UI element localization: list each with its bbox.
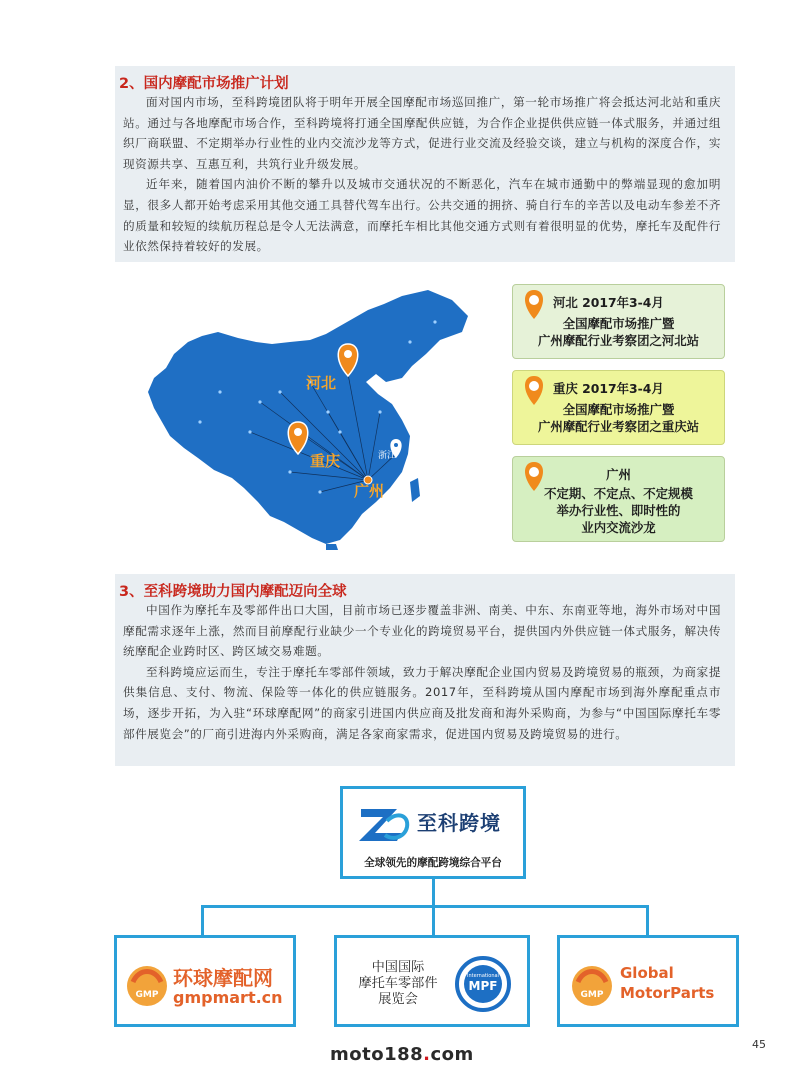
gmp-badge-text: GMP <box>135 990 159 1000</box>
paragraph: 至科跨境应运而生，专注于摩托车零部件领域，致力于解决摩配企业国内贸易及跨境贸易的瓶颈，为商家提供集信息、支付、物流、保险等一体化的供应链服务。2017年，至科跨境从国内摩配市场到海外摩配重点市场，逐步开拓，为入驻“环球摩配网”的商家引进国内供应商及批发商和海外采购商，为参与“中国国际摩托车零部件展览会”的厂商引进海内外采购商，满足各家商家需求，促进国内贸易及跨境贸易的进行。 <box>123 664 721 741</box>
connector-vertical-main <box>432 879 435 906</box>
card-header: 广州 <box>606 467 631 482</box>
hainan-island <box>326 544 338 550</box>
gmp-logo-icon <box>568 960 616 1010</box>
watermark-dot: . <box>423 1044 431 1065</box>
org-globalmotorparts-box <box>557 935 739 1027</box>
china-land-shape <box>148 290 468 544</box>
card-body <box>513 401 724 435</box>
card-line: 不定期、不定点、不定规模 <box>544 486 693 501</box>
card-line: 举办行业性、即时性的 <box>556 503 681 518</box>
watermark-main: moto188 <box>330 1044 424 1065</box>
china-map <box>140 282 495 550</box>
section-global-expansion <box>115 574 735 766</box>
card-line: 广州摩配行业考察团之河北站 <box>537 333 700 348</box>
card-header: 河北 2017年3-4月 <box>553 295 664 310</box>
connector-right <box>646 905 649 935</box>
section-market-promotion <box>115 66 735 262</box>
mpf-badge-main: MPF <box>468 979 498 993</box>
gmp-logo-icon <box>123 960 171 1010</box>
event-card-chongqing <box>512 370 725 445</box>
card-line: 广州摩配行业考察团之重庆站 <box>537 419 700 434</box>
card-line: 全国摩配市场推广暨 <box>562 316 675 331</box>
zhike-logo-icon <box>357 803 411 847</box>
mpf-badge-top: International <box>467 973 499 979</box>
org-top-zhike-box <box>340 786 526 879</box>
zhike-slogan: 全球领先的摩配跨境综合平台 <box>364 857 502 869</box>
global-line2: MotorParts <box>620 984 715 1002</box>
mpf-line: 中国国际 <box>371 960 425 975</box>
china-map-svg <box>140 282 495 550</box>
paragraph: 面对国内市场，至科跨境团队将于明年开展全国摩配市场巡回推广，第一轮市场推广将会抵达河北站和重庆站。通过与各地摩配市场合作，至科跨境将打通全国摩配供应链，为合作企业提供供应链一体式服务，并通过组织厂商联盟、不定期举办行业性的业内交流沙龙等方式，促进行业交流及经验交谈，建立与机构的深度合作，实现资源共享、互惠互利，共筑行业升级发展。 <box>123 95 721 171</box>
org-gmpmart-box <box>114 935 296 1027</box>
gmp-badge-text: GMP <box>580 990 604 1000</box>
site-watermark <box>330 1044 474 1065</box>
global-line1: Global <box>620 964 674 982</box>
mpf-line: 摩托车零部件 <box>358 976 438 991</box>
paragraph: 中国作为摩托车及零部件出口大国，目前市场已逐步覆盖非洲、南美、中东、东南亚等地，海外市场对中国摩配需求逐年上涨，然而目前摩配行业缺少一个专业化的跨境贸易平台，提供国内外供应链一体式服务，解决传统摩配企业跨时区、跨区域交易难题。 <box>123 603 721 659</box>
card-body <box>513 315 724 349</box>
zhike-brand: 至科跨境 <box>417 811 501 835</box>
card-line: 全国摩配市场推广暨 <box>562 402 675 417</box>
watermark-tld: com <box>430 1044 474 1065</box>
gmp-name-cn: 环球摩配网 <box>173 966 273 990</box>
card-line: 业内交流沙龙 <box>581 520 656 535</box>
mpf-logo-icon <box>455 956 511 1012</box>
connector-horizontal <box>201 905 649 908</box>
mpf-title <box>343 960 453 1008</box>
event-card-hebei <box>512 284 725 359</box>
section-title: 2、国内摩配市场推广计划 <box>119 76 289 92</box>
paragraph: 近年来，随着国内油价不断的攀升以及城市交通状况的不断恶化，汽车在城市通勤中的弊端显现的愈加明显，很多人都开始考虑采用其他交通工具替代驾车出行。公共交通的拥挤、骑自行车的辛苦以及电动车参差不齐的质量和较短的续航历程总是令人无法满意，而摩托车相比其他交通方式则有着很明显的优势，摩托车及配件行业依然保持着较好的发展。 <box>123 177 721 254</box>
taiwan-island <box>410 478 420 502</box>
gmp-url: gmpmart.cn <box>173 988 283 1007</box>
org-mpf-box <box>334 935 530 1027</box>
map-label-guangzhou: 广州 <box>354 482 385 500</box>
card-body <box>513 485 724 536</box>
page-number: 45 <box>752 1038 766 1051</box>
connector-left <box>201 905 204 935</box>
card-header: 重庆 2017年3-4月 <box>553 381 664 396</box>
event-card-guangzhou <box>512 456 725 542</box>
section-title: 3、至科跨境助力国内摩配迈向全球 <box>119 584 347 600</box>
connector-center <box>432 905 435 935</box>
mpf-line: 展览会 <box>378 992 418 1007</box>
map-label-chongqing: 重庆 <box>310 452 341 470</box>
map-label-zhejiang: 浙江 <box>378 451 397 461</box>
map-label-hebei: 河北 <box>306 374 337 392</box>
